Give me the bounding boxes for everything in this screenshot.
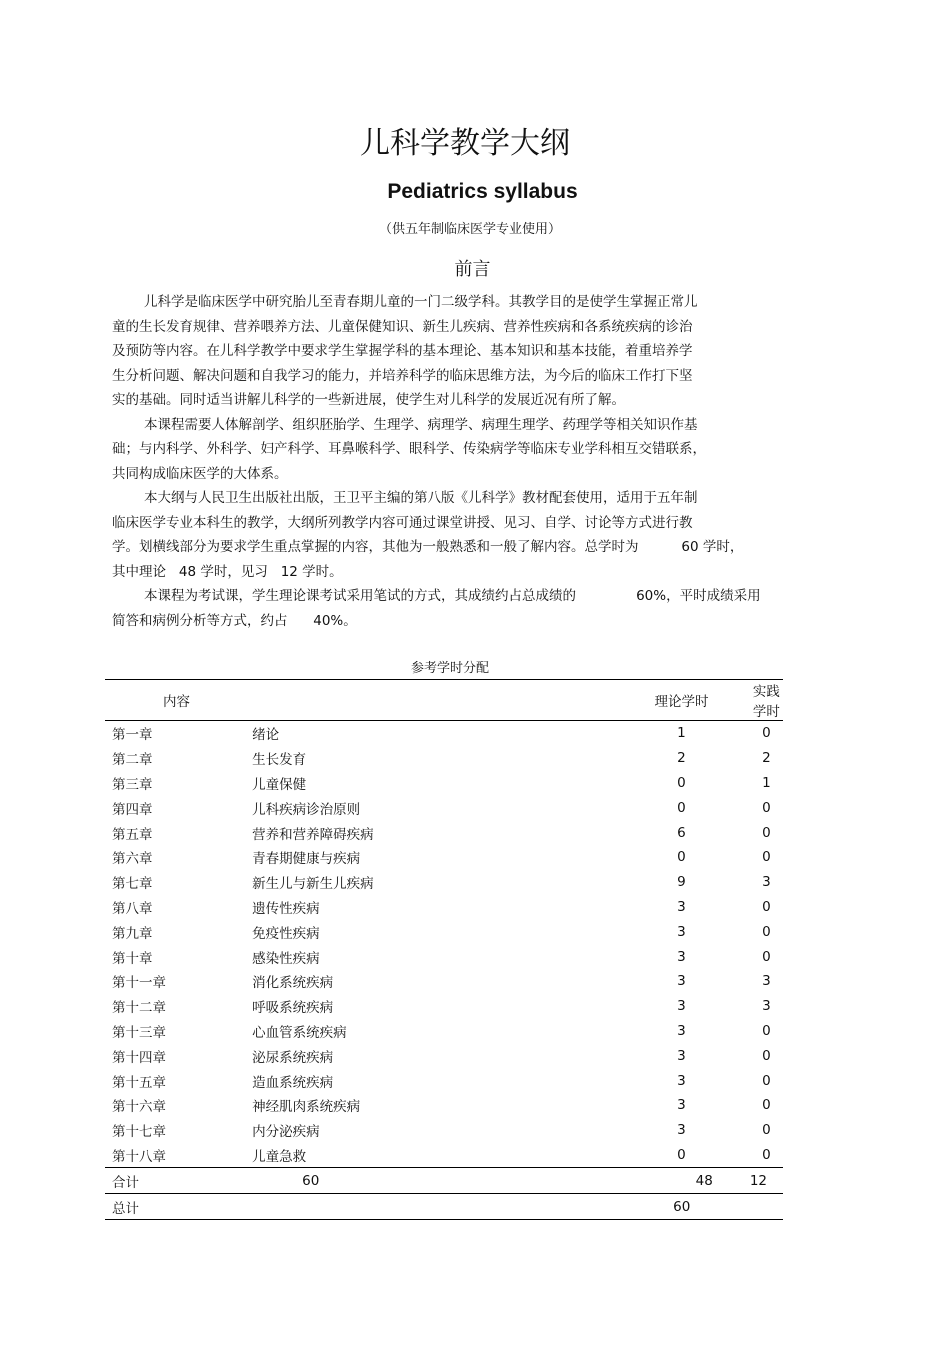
table-row xyxy=(105,746,783,771)
practice-hours: 0 xyxy=(762,948,771,965)
usage-note: （供五年制临床医学专业使用） xyxy=(378,222,561,237)
table-row xyxy=(105,969,783,994)
chapter-number: 第八章 xyxy=(112,900,153,917)
chapter-title: 生长发育 xyxy=(252,752,307,769)
grand-total-row xyxy=(105,1194,783,1220)
chapter-number: 第一章 xyxy=(112,727,153,744)
chapter-number: 第九章 xyxy=(112,925,153,942)
chapter-title: 遗传性疾病 xyxy=(252,900,320,917)
paragraph-line: 儿科学是临床医学中研究胎儿至青春期儿童的一门二级学科。其教学目的是使学生掌握正常儿 xyxy=(144,294,698,310)
theory-hours: 0 xyxy=(613,1143,750,1168)
subtotal-total: 60 xyxy=(252,1168,613,1194)
chapter-title: 消化系统疾病 xyxy=(252,975,334,992)
chapter-title: 呼吸系统疾病 xyxy=(252,1000,334,1017)
table-row xyxy=(105,1143,783,1168)
chapter-number: 第三章 xyxy=(112,776,153,793)
practice-hours: 0 xyxy=(762,1047,771,1064)
subtotal-row xyxy=(105,1168,783,1194)
practice-hours: 2 xyxy=(762,750,771,767)
practice-hours: 3 xyxy=(762,874,771,891)
table-row xyxy=(105,1118,783,1143)
practice-hours: 0 xyxy=(762,1097,771,1114)
theory-hours: 3 xyxy=(677,1022,686,1039)
paragraph-line: 本课程需要人体解剖学、组织胚胎学、生理学、病理学、病理生理学、药理学等相关知识作基 xyxy=(144,416,698,433)
chapter-number: 第十七章 xyxy=(112,1124,166,1141)
paragraph-line: 其中理论 48 学时，见习 12 学时。 xyxy=(112,563,343,580)
doc-subtitle-en: Pediatrics syllabus xyxy=(387,180,578,203)
chapter-title: 青春期健康与疾病 xyxy=(252,851,361,868)
table-row xyxy=(105,795,783,820)
practice-hours: 0 xyxy=(750,1143,783,1168)
practice-hours: 3 xyxy=(762,973,771,990)
table-row xyxy=(105,771,783,796)
theory-hours: 0 xyxy=(677,799,686,816)
chapter-number: 第十章 xyxy=(112,950,153,967)
table-row xyxy=(105,820,783,845)
grand-total-value: 60 xyxy=(613,1194,783,1220)
theory-hours: 0 xyxy=(677,774,686,791)
practice-hours: 3 xyxy=(762,998,771,1015)
theory-hours: 3 xyxy=(677,948,686,965)
practice-hours: 0 xyxy=(762,1022,771,1039)
chapter-title: 儿童急救 xyxy=(252,1143,613,1168)
table-row xyxy=(105,1019,783,1044)
chapter-number: 第十一章 xyxy=(112,975,166,992)
chapter-title: 营养和营养障碍疾病 xyxy=(252,826,374,843)
paragraph-line: 本大纲与人民卫生出版社出版，王卫平主编的第八版《儿科学》教材配套使用，适用于五年制 xyxy=(144,490,698,506)
theory-hours: 0 xyxy=(677,849,686,866)
paragraph-line: 童的生长发育规律、营养喂养方法、儿童保健知识、新生儿疾病、营养性疾病和各系统疾病的诊治 xyxy=(112,318,693,335)
theory-hours: 3 xyxy=(677,973,686,990)
paragraph-line: 本课程为考试课，学生理论课考试采用笔试的方式，其成绩约占总成绩的 60%，平时成绩采用 xyxy=(144,588,761,604)
chapter-number: 第四章 xyxy=(112,801,153,818)
paragraph-line: 临床医学专业本科生的教学，大纲所列教学内容可通过课堂讲授、见习、自学、讨论等方式进行教 xyxy=(112,514,693,531)
subtotal-practice: 12 xyxy=(750,1168,783,1194)
practice-hours: 0 xyxy=(762,725,771,742)
chapter-number: 第十六章 xyxy=(112,1099,166,1116)
header-theory: 理论学时 xyxy=(613,680,750,721)
subtotal-label: 合计 xyxy=(105,1168,252,1194)
practice-hours: 0 xyxy=(762,1072,771,1089)
paragraph-line: 生分析问题、解决问题和自我学习的能力，并培养科学的临床思维方法，为今后的临床工作打下坚 xyxy=(112,367,693,384)
subtotal-theory: 48 xyxy=(613,1168,750,1194)
chapter-title: 内分泌疾病 xyxy=(252,1124,320,1141)
paragraph-line: 学。划横线部分为要求学生重点掌握的内容，其他为一般熟悉和一般了解内容。总学时为 60 学时， xyxy=(112,539,744,555)
table-row xyxy=(105,895,783,920)
theory-hours: 3 xyxy=(677,1072,686,1089)
chapter-number: 第十二章 xyxy=(112,1000,166,1017)
chapter-title: 心血管系统疾病 xyxy=(252,1024,347,1041)
chapter-number: 第十四章 xyxy=(112,1049,166,1066)
chapter-title: 新生儿与新生儿疾病 xyxy=(252,876,374,893)
theory-hours: 3 xyxy=(677,1097,686,1114)
theory-hours: 3 xyxy=(677,998,686,1015)
theory-hours: 3 xyxy=(677,1047,686,1064)
chapter-title: 儿童保健 xyxy=(252,776,307,793)
chapter-title: 泌尿系统疾病 xyxy=(252,1049,334,1066)
grand-total-label: 总计 xyxy=(105,1194,252,1220)
practice-hours: 0 xyxy=(762,898,771,915)
table-row xyxy=(105,919,783,944)
table-row xyxy=(105,994,783,1019)
table-row xyxy=(105,721,783,746)
practice-hours: 0 xyxy=(762,1122,771,1139)
paragraph-line: 础；与内科学、外科学、妇产科学、耳鼻喉科学、眼科学、传染病学等临床专业学科相互交错联系， xyxy=(112,441,706,457)
table-row xyxy=(105,870,783,895)
theory-hours: 9 xyxy=(677,874,686,891)
chapter-title: 绪论 xyxy=(252,727,280,744)
paragraph-line: 简答和病例分析等方式，约占 40%。 xyxy=(112,612,357,629)
doc-title: 儿科学教学大纲 xyxy=(360,126,570,161)
chapter-number: 第十三章 xyxy=(112,1024,166,1041)
table-row xyxy=(105,1093,783,1118)
practice-hours: 0 xyxy=(762,923,771,940)
table-row xyxy=(105,845,783,870)
chapter-title: 免疫性疾病 xyxy=(252,925,320,942)
chapter-title: 儿科疾病诊治原则 xyxy=(252,801,361,818)
theory-hours: 2 xyxy=(677,750,686,767)
table-row xyxy=(105,1043,783,1068)
table-header xyxy=(105,680,783,721)
theory-hours: 1 xyxy=(677,725,686,742)
theory-hours: 3 xyxy=(677,923,686,940)
theory-hours: 6 xyxy=(677,824,686,841)
theory-hours: 3 xyxy=(677,1122,686,1139)
chapter-number: 第六章 xyxy=(112,851,153,868)
chapter-number: 第十八章 xyxy=(105,1143,252,1168)
preface-heading: 前言 xyxy=(454,259,491,280)
header-content: 内容 xyxy=(105,680,252,721)
table-caption: 参考学时分配 xyxy=(410,661,489,676)
chapter-number: 第十五章 xyxy=(112,1074,166,1091)
paragraph-line: 共同构成临床医学的大体系。 xyxy=(112,465,288,482)
table-row xyxy=(105,1068,783,1093)
practice-hours: 1 xyxy=(762,774,771,791)
table-row xyxy=(105,944,783,969)
paragraph-line: 实的基础。同时适当讲解儿科学的一些新进展，使学生对儿科学的发展近况有所了解。 xyxy=(112,392,625,408)
hours-table xyxy=(105,679,783,1220)
chapter-title: 造血系统疾病 xyxy=(252,1074,334,1091)
chapter-title: 感染性疾病 xyxy=(252,950,320,967)
chapter-number: 第七章 xyxy=(112,876,153,893)
practice-hours: 0 xyxy=(762,799,771,816)
chapter-number: 第五章 xyxy=(112,826,153,843)
preface-body xyxy=(112,290,832,633)
paragraph-line: 及预防等内容。在儿科学教学中要求学生掌握学科的基本理论、基本知识和基本技能，着重培养学 xyxy=(112,343,693,359)
theory-hours: 3 xyxy=(677,898,686,915)
header-practice: 实践学时 xyxy=(750,680,783,721)
practice-hours: 0 xyxy=(762,824,771,841)
practice-hours: 0 xyxy=(762,849,771,866)
chapter-number: 第二章 xyxy=(112,752,153,769)
chapter-title: 神经肌肉系统疾病 xyxy=(252,1099,361,1116)
